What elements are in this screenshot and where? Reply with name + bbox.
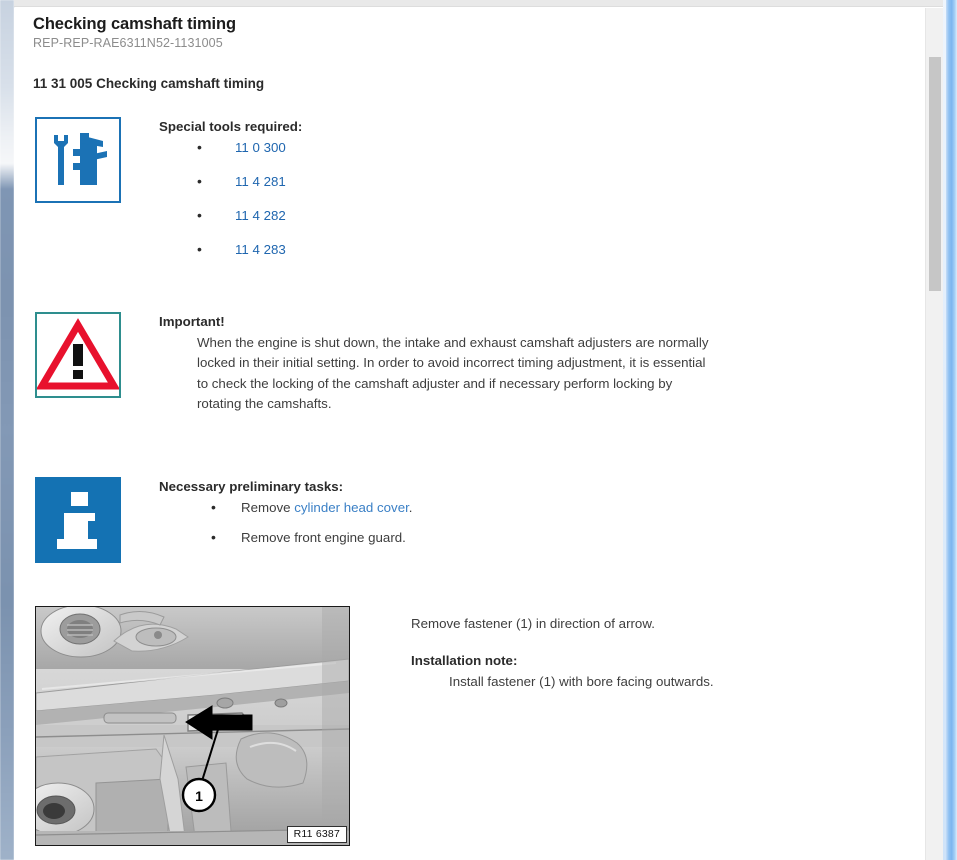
special-tool-link[interactable]: 11 4 283 bbox=[235, 242, 286, 257]
figure-step-text-column bbox=[368, 606, 925, 692]
callout-number-1: 1 bbox=[195, 787, 203, 804]
special-tools-block bbox=[33, 117, 925, 258]
warning-triangle-icon bbox=[35, 312, 121, 398]
vertical-scrollbar[interactable] bbox=[925, 8, 943, 860]
cylinder-head-cover-link[interactable]: cylinder head cover bbox=[294, 499, 409, 515]
special-tools-body bbox=[159, 117, 925, 258]
prelim-text-prefix: Remove bbox=[241, 499, 295, 515]
prelim-text-suffix: . bbox=[408, 499, 413, 515]
special-tools-label: Special tools required: bbox=[159, 119, 303, 134]
special-tool-link[interactable]: 11 0 300 bbox=[235, 140, 286, 155]
figure-column bbox=[33, 606, 368, 846]
important-block bbox=[33, 312, 925, 415]
list-item bbox=[159, 208, 925, 224]
page-title: Checking camshaft timing bbox=[33, 15, 236, 33]
figure-caption-badge: R11 6387 bbox=[287, 826, 347, 843]
important-label: Important! bbox=[159, 314, 225, 329]
engine-photo-figure[interactable] bbox=[35, 606, 350, 846]
installation-note-label: Installation note: bbox=[411, 652, 518, 668]
list-item bbox=[159, 500, 925, 516]
document-content bbox=[14, 8, 925, 846]
important-paragraph: When the engine is shut down, the intake and exhaust camshaft adjusters are normally locked in their initial setting. In order to avoid incorrect timing adjustment, it is essential to check the locking of the camshaft adjuster and if necessary perform locking by rotating the camshafts. bbox=[197, 335, 709, 412]
list-item bbox=[159, 242, 925, 258]
step-lead-text: Remove fastener (1) in direction of arrow. bbox=[411, 615, 655, 631]
list-item bbox=[159, 530, 925, 546]
preliminary-tasks-list bbox=[159, 500, 925, 546]
prelim-text-prefix: Remove front engine guard. bbox=[241, 529, 406, 545]
engine-photo-illustration bbox=[36, 607, 349, 845]
list-item bbox=[159, 174, 925, 190]
figure-step-block bbox=[33, 606, 925, 846]
window-toolbar-strip bbox=[14, 0, 943, 7]
wrench-caliper-icon bbox=[35, 117, 121, 203]
preliminary-tasks-body bbox=[159, 477, 925, 560]
special-tools-list bbox=[159, 140, 925, 258]
special-tool-link[interactable]: 11 4 282 bbox=[235, 208, 286, 223]
special-tool-link[interactable]: 11 4 281 bbox=[235, 174, 286, 189]
special-tools-icon-cell bbox=[33, 117, 159, 203]
list-item bbox=[159, 140, 925, 156]
information-icon-cell bbox=[33, 477, 159, 563]
important-body bbox=[159, 312, 925, 415]
desktop-background-right bbox=[943, 0, 957, 860]
section-heading: 11 31 005 Checking camshaft timing bbox=[33, 76, 265, 91]
document-reference: REP-REP-RAE6311N52-1131005 bbox=[33, 36, 223, 50]
document-viewport bbox=[14, 8, 925, 860]
preliminary-tasks-block bbox=[33, 477, 925, 563]
warning-icon-cell bbox=[33, 312, 159, 398]
preliminary-tasks-label: Necessary preliminary tasks: bbox=[159, 478, 344, 494]
scrollbar-thumb[interactable] bbox=[929, 57, 941, 291]
desktop-background-left bbox=[0, 0, 14, 860]
installation-note-text: Install fastener (1) with bore facing outwards. bbox=[449, 673, 714, 689]
information-icon bbox=[35, 477, 121, 563]
